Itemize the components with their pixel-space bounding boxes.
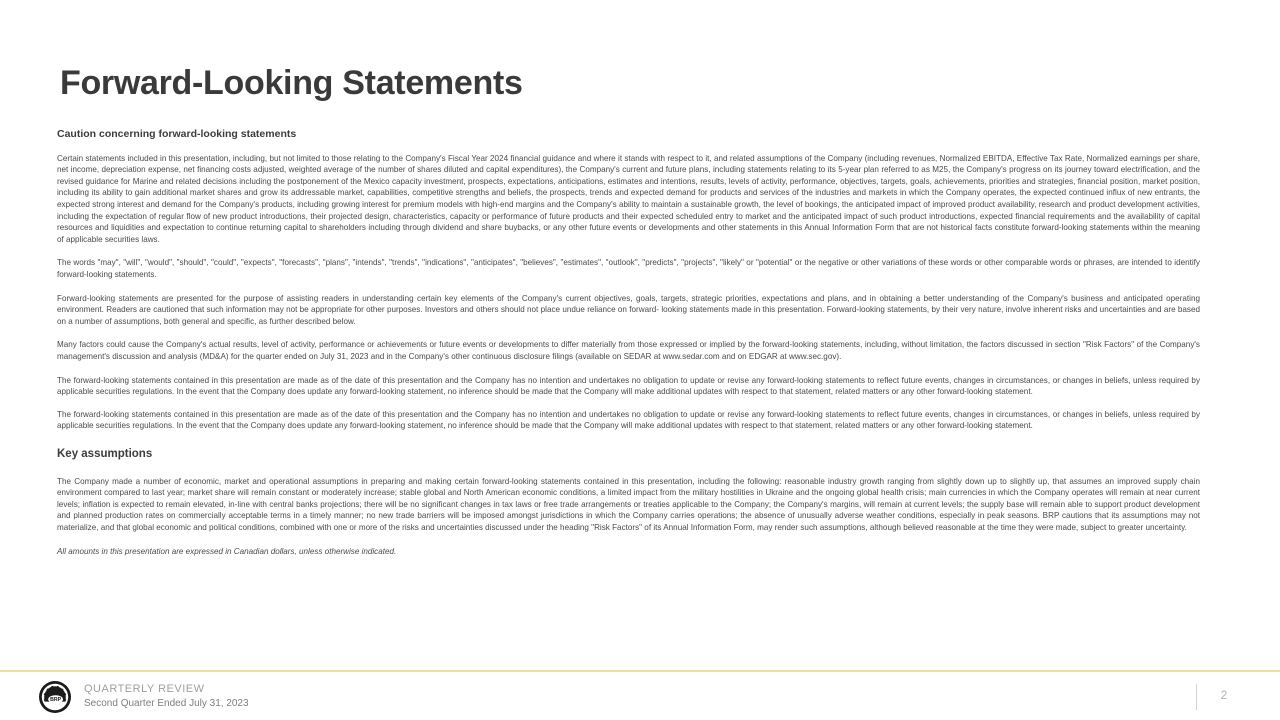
- paragraph: Many factors could cause the Company's actual results, level of activity, performance or achievements or future events or developments to differ materially from those expressed or implied by the forward-looking statements, including, without limitation, the factors discussed in section "Risk Factors" of the Company's management's discussion and analysis (MD&A) for the quarter ended on July 31, 2023 and in the Company's other continuous disclosure filings (available on SEDAR at www.sedar.com and on EDGAR at www.sec.gov).: [57, 340, 1200, 361]
- paragraph: The forward-looking statements contained in this presentation are made as of the date of this presentation and the Company has no intention and undertakes no obligation to update or revise any forward-looking statements to reflect future events, changes in circumstances, or changes in beliefs, unless required by applicable securities regulations. In the event that the Company does update any forward-looking statement, no inference should be made that the Company will make additional updates with respect to that statement, related matters or any other forward-looking statement.: [57, 409, 1200, 431]
- paragraph: The words "may", "will", "would", "should", "could", "expects", "forecasts", "plans", "intends", "trends", "indications", "anticipates", "believes", "estimates", "outlook", "predicts", "projects", "likely" or "potential" or the negative or other variations of these words or other comparable words or phrases, are intended to identify forward-looking statements.: [57, 258, 1200, 279]
- slide-body: [57, 128, 1200, 557]
- paragraph: Forward-looking statements are presented for the purpose of assisting readers in understanding certain key elements of the Company's current objectives, goals, targets, strategic priorities, expectations and plans, and in obtaining a better understanding of the Company's business and anticipated operating environment. Readers are cautioned that such information may not be appropriate for other purposes. Investors and others should not place undue reliance on forward- looking statements made in this presentation. Forward-looking statements, by their very nature, involve inherent risks and uncertainties and are based on a number of assumptions, both general and specific, as further described below.: [57, 293, 1200, 326]
- svg-text:BRP: BRP: [50, 697, 62, 704]
- page-title: Forward-Looking Statements: [60, 63, 523, 102]
- footer-brand: [38, 680, 249, 714]
- footer-subtitle: Second Quarter Ended July 31, 2023: [84, 698, 249, 710]
- footer-divider: [1196, 684, 1197, 710]
- paragraph: Certain statements included in this presentation, including, but not limited to those relating to the Company's Fiscal Year 2024 financial guidance and where it stands with respect to it, and related assumptions of the Company (including revenues, Normalized EBITDA, Effective Tax Rate, Normalized earnings per share, net income, depreciation expense, net financing costs adjusted, weighted average of the number of shares diluted and capital expenditures), the Company's current and future plans, including statements relating to its 5-year plan referred to as M25, the Company's progress on its journey toward electrification, and the revised guidance for Marine and related decisions including the postponement of the Mexico capacity investment, prospects, expectations, anticipations, estimates and intentions, results, levels of activity, performance, objectives, targets, goals, achievements, priorities and strategies, financial position, market position, including its ability to gain additional market shares and grow its addressable market, capabilities, competitive strengths and beliefs, the prospects, trends and expected demand for products and services of the industries and markets in which the Company operates, the expected continued influx of new entrants, the expected strong interest and demand for the Company's products, including growing interest for premium models with high-end margins and the Company's ability to maintain a sustainable growth, the level of bookings, the anticipated impact of improved product availability, research and product development activities, including the expectation of regular flow of new product introductions, their projected design, characteristics, capacity or performance of future products and their expected scheduled entry to market and the anticipated impact of such product introductions, expected financial requirements and the availability of capital resources and liquidities and expectation to continue returning capital to shareholders including through dividend and share buybacks, or any other future events or developments and other statements in this Annual Information Form that are not historical facts constitute forward-looking statements within the meaning of applicable securities laws.: [57, 153, 1200, 244]
- section-heading-key-assumptions: Key assumptions: [57, 447, 153, 460]
- brp-logo-icon: [38, 680, 72, 714]
- page-number: 2: [1220, 688, 1228, 702]
- paragraph: The Company made a number of economic, market and operational assumptions in preparing and making certain forward-looking statements contained in this presentation, including the following: reasonable industry growth ranging from slightly down up to slightly up, that assumes an improved supply chain environment compared to last year; market share will remain constant or moderately increase; stable global and North American economic conditions, a limited impact from the military hostilities in Ukraine and the ongoing global health crisis; main currencies in which the Company operates will remain at near current levels; inflation is expected to remain elevated, in-line with central banks projections; there will be no significant changes in tax laws or free trade arrangements or treaties applicable to the Company; the Company's margins, will remain at current levels; the supply base will remain able to support product development and planned production rates on commercially acceptable terms in a timely manner; no new trade barriers will be imposed amongst jurisdictions in which the Company carries operations; the absence of unusually adverse weather conditions, especially in peak seasons. BRP cautions that its assumptions may not materialize, and that global economic and political conditions, combined with one or more of the risks and uncertainties discussed under the heading "Risk Factors" of its Annual Information Form, may render such assumptions, although believed reasonable at the time they were made, subject to greater uncertainty.: [57, 476, 1200, 533]
- footer-title: QUARTERLY REVIEW: [84, 683, 205, 696]
- paragraph: The forward-looking statements contained in this presentation are made as of the date of this presentation and the Company has no intention and undertakes no obligation to update or revise any forward-looking statements to reflect future events, changes in circumstances, or changes in beliefs, unless required by applicable securities regulations. In the event that the Company does update any forward-looking statement, no inference should be made that the Company will make additional updates with respect to that statement, related matters or any other forward-looking statement.: [57, 375, 1200, 397]
- section-heading-caution: Caution concerning forward-looking statements: [57, 128, 297, 140]
- currency-note: All amounts in this presentation are expressed in Canadian dollars, unless otherwise indicated.: [57, 546, 397, 556]
- footer: [0, 672, 1280, 720]
- footer-labels: [84, 683, 249, 710]
